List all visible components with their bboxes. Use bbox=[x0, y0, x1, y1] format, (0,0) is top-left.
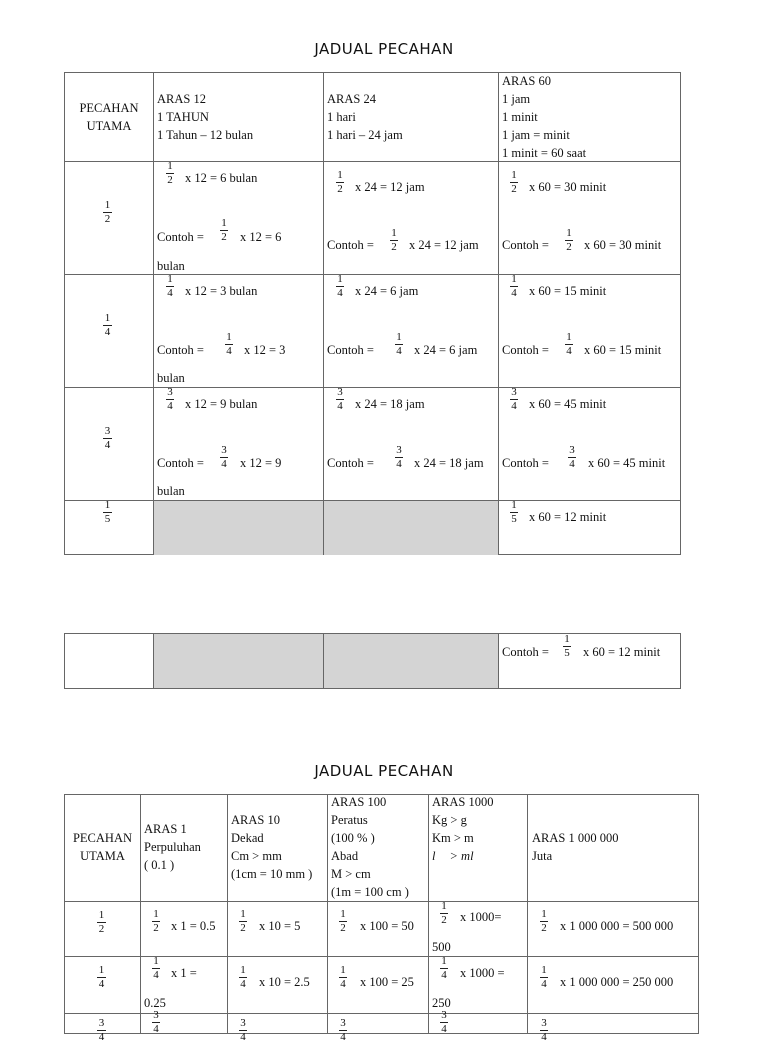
fraction-half: 1 2 bbox=[511, 169, 517, 195]
fraction-quarter: 1 4 bbox=[396, 331, 402, 357]
fraction-half: 1 2 bbox=[391, 227, 397, 253]
fraction-half: 1 2 bbox=[337, 169, 343, 195]
row4-aras60-example: x 60 = 12 minit bbox=[583, 645, 661, 659]
row2-aras12-example: x 12 = 3 bbox=[244, 343, 286, 357]
header-aras-60: ARAS 60 1 jam 1 minit 1 jam = minit 1 minit = 60 saat bbox=[502, 74, 587, 160]
row4-aras60-example-label: Contoh = bbox=[502, 645, 549, 659]
header-aras-1000: ARAS 1000 Kg > g Km > m l > ml bbox=[432, 795, 494, 863]
page-title: JADUAL PECAHAN bbox=[314, 40, 454, 58]
t2-row1-aras1000: x 1000= bbox=[460, 910, 502, 924]
row1-aras60-calc: x 60 = 30 minit bbox=[529, 180, 607, 194]
page-title: JADUAL PECAHAN bbox=[314, 762, 454, 780]
row3-aras60-example-label: Contoh = bbox=[502, 456, 549, 470]
fraction-half: 1 2 bbox=[566, 227, 572, 253]
fraction-quarter: 1 4 bbox=[240, 964, 246, 990]
row2-aras60-calc: x 60 = 15 minit bbox=[529, 284, 607, 298]
row3-aras60-calc: x 60 = 45 minit bbox=[529, 397, 607, 411]
row2-aras60-example: x 60 = 15 minit bbox=[584, 343, 662, 357]
fraction-quarter: 1 4 bbox=[98, 964, 105, 990]
row1-aras60-example-label: Contoh = bbox=[502, 238, 549, 252]
fraction-half: 1 2 bbox=[340, 908, 346, 934]
fraction-half: 1 2 bbox=[541, 908, 547, 934]
row1-aras60-example: x 60 = 30 minit bbox=[584, 238, 662, 252]
row3-aras12-example-label: Contoh = bbox=[157, 456, 204, 470]
fraction-three-quarters: 3 4 bbox=[98, 1017, 105, 1043]
fraction-three-quarters: 3 4 bbox=[441, 1009, 447, 1035]
row2-aras12-example-label: Contoh = bbox=[157, 343, 204, 357]
t2-row2-aras10: x 10 = 2.5 bbox=[259, 975, 310, 989]
t2-row2-aras1000000: x 1 000 000 = 250 000 bbox=[560, 975, 674, 989]
fraction-quarter: 1 4 bbox=[153, 955, 159, 981]
fraction-half: 1 2 bbox=[221, 217, 227, 243]
fraction-quarter: 1 4 bbox=[511, 273, 517, 299]
fraction-three-quarters: 3 4 bbox=[340, 1017, 346, 1043]
row3-aras60-example: x 60 = 45 minit bbox=[588, 456, 666, 470]
fraction-quarter: 1 4 bbox=[541, 964, 547, 990]
fraction-fifth: 1 5 bbox=[104, 499, 111, 525]
header-aras-100: ARAS 100 Peratus (100 % ) Abad M > cm (1m = 100 cm ) bbox=[331, 795, 409, 899]
fraction-three-quarters: 3 4 bbox=[153, 1009, 159, 1035]
t2-row1-aras1000000: x 1 000 000 = 500 000 bbox=[560, 919, 674, 933]
fraction-half: 1 2 bbox=[167, 160, 173, 186]
row2-aras24-calc: x 24 = 6 jam bbox=[355, 284, 419, 298]
header-aras-10: ARAS 10 Dekad Cm > mm (1cm = 10 mm ) bbox=[231, 813, 313, 881]
header-pecahan-utama: PECAHAN UTAMA bbox=[79, 101, 139, 133]
row1-aras12-example-cont: bulan bbox=[157, 259, 185, 273]
row2-aras12-calc: x 12 = 3 bulan bbox=[185, 284, 258, 298]
fraction-three-quarters: 3 4 bbox=[569, 444, 575, 470]
row1-aras24-example: x 24 = 12 jam bbox=[409, 238, 479, 252]
t2-row1-aras100: x 100 = 50 bbox=[360, 919, 414, 933]
row4-aras60-calc: x 60 = 12 minit bbox=[529, 510, 607, 524]
header-aras-24: ARAS 24 1 hari 1 hari – 24 jam bbox=[327, 92, 403, 142]
fraction-quarter: 1 4 bbox=[167, 273, 173, 299]
t2-row2-aras1: x 1 = bbox=[171, 966, 197, 980]
header-aras-1: ARAS 1 Perpuluhan ( 0.1 ) bbox=[144, 822, 201, 872]
fraction-fifth: 1 5 bbox=[511, 499, 517, 525]
row1-aras24-example-label: Contoh = bbox=[327, 238, 374, 252]
t2-row2-aras100: x 100 = 25 bbox=[360, 975, 414, 989]
row3-aras12-calc: x 12 = 9 bulan bbox=[185, 397, 258, 411]
t2-row2-aras1-cont: 0.25 bbox=[144, 996, 166, 1010]
fraction-three-quarters: 3 4 bbox=[396, 444, 402, 470]
t2-row1-aras10: x 10 = 5 bbox=[259, 919, 301, 933]
fraction-quarter: 1 4 bbox=[340, 964, 346, 990]
fraction-quarter: 1 4 bbox=[337, 273, 343, 299]
fraction-half: 1 2 bbox=[240, 908, 246, 934]
header-aras-12: ARAS 12 1 TAHUN 1 Tahun – 12 bulan bbox=[157, 92, 254, 142]
fraction-three-quarters: 3 4 bbox=[221, 444, 227, 470]
t2-row1-aras1: x 1 = 0.5 bbox=[171, 919, 216, 933]
row1-aras12-example-label: Contoh = bbox=[157, 230, 204, 244]
fraction-fifth: 1 5 bbox=[564, 633, 570, 659]
row3-aras24-example-label: Contoh = bbox=[327, 456, 374, 470]
fraction-three-quarters: 3 4 bbox=[167, 386, 173, 412]
fraction-quarter: 1 4 bbox=[226, 331, 232, 357]
fraction-quarter: 1 4 bbox=[441, 955, 447, 981]
row3-aras24-calc: x 24 = 18 jam bbox=[355, 397, 425, 411]
t2-row2-aras1000-cont: 250 bbox=[432, 996, 451, 1010]
row1-aras24-calc: x 24 = 12 jam bbox=[355, 180, 425, 194]
fraction-half: 1 2 bbox=[153, 908, 159, 934]
header-aras-1000000: ARAS 1 000 000 Juta bbox=[532, 831, 619, 863]
row1-aras12-calc: x 12 = 6 bulan bbox=[185, 171, 258, 185]
fraction-table-continuation bbox=[64, 633, 681, 689]
row3-aras12-example: x 12 = 9 bbox=[240, 456, 282, 470]
row3-aras24-example: x 24 = 18 jam bbox=[414, 456, 484, 470]
row2-aras60-example-label: Contoh = bbox=[502, 343, 549, 357]
row3-aras12-example-cont: bulan bbox=[157, 484, 185, 498]
fraction-three-quarters: 3 4 bbox=[240, 1017, 246, 1043]
fraction-half: 1 2 bbox=[441, 900, 447, 926]
fraction-three-quarters: 3 4 bbox=[541, 1017, 547, 1043]
fraction-three-quarters: 3 4 bbox=[104, 425, 111, 451]
header-pecahan-utama: PECAHAN UTAMA bbox=[72, 831, 133, 863]
fraction-half: 1 2 bbox=[98, 909, 105, 935]
fraction-quarter: 1 4 bbox=[104, 312, 111, 338]
fraction-three-quarters: 3 4 bbox=[337, 386, 343, 412]
row2-aras24-example: x 24 = 6 jam bbox=[414, 343, 478, 357]
fraction-three-quarters: 3 4 bbox=[511, 386, 517, 412]
row2-aras24-example-label: Contoh = bbox=[327, 343, 374, 357]
row1-aras12-example: x 12 = 6 bbox=[240, 230, 282, 244]
t2-row1-aras1000-cont: 500 bbox=[432, 940, 451, 954]
fraction-quarter: 1 4 bbox=[566, 331, 572, 357]
row2-aras12-example-cont: bulan bbox=[157, 371, 185, 385]
fraction-half: 1 2 bbox=[104, 199, 111, 225]
t2-row2-aras1000: x 1000 = bbox=[460, 966, 505, 980]
